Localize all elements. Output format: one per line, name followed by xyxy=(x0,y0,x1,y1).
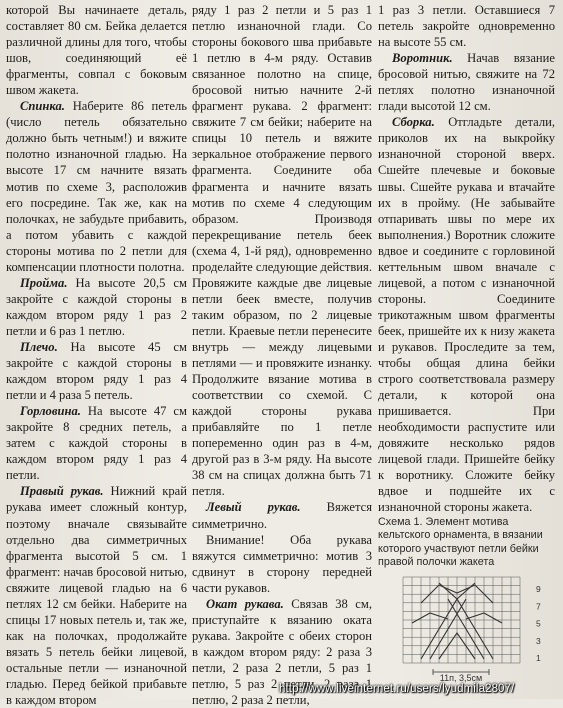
paragraph-back xyxy=(6,98,187,275)
paragraph-left-sleeve xyxy=(192,499,372,531)
paragraph-shoulder xyxy=(6,339,187,403)
text-column-1 xyxy=(6,2,187,708)
watermark-url: http://www.liveinternet.ru/users/lyudmila2807/ xyxy=(279,683,515,695)
row-number: 9 xyxy=(536,584,541,595)
chart-grid xyxy=(403,577,520,663)
knitting-chart xyxy=(393,573,555,685)
heading-right-sleeve: Правый рукав. xyxy=(20,484,104,499)
row-number: 5 xyxy=(536,618,541,629)
paragraph-right-sleeve xyxy=(6,483,187,708)
text-column-2 xyxy=(192,2,372,708)
text-assembly: Отгладьте детали, приколов их на выкройку изнаночной стороной вверх. Сшейте плечевые и боковые швы. Сшейте рукава и втачайте их в пройму. (Не забывайте отпаривать швы по мере их выполнения.) Воротник сложите вдвое и соедините с горловиной кеттельным швом вначале с лицевой, а потом с изнаночной стороны. Соедините трикотажным швом фрагменты беек, пришейте их к низу жакета и рукавов. Проследите за тем, чтобы общая длина бейки строго соответствовала размеру детали, к которой она пришивается. При необходимости распустите или довяжите несколько рядов лицевой глади. Пришейте бейку к воротнику. Сложите бейку вдвое и подшейте их с изнаночной стороны жакета. xyxy=(378,115,555,515)
heading-assembly: Сборка. xyxy=(392,115,435,130)
heading-sleeve-cap: Окат рукава. xyxy=(206,596,284,611)
heading-armhole: Пройма. xyxy=(20,275,68,290)
row-numbers xyxy=(536,584,541,663)
heading-shoulder: Плечо. xyxy=(20,339,58,354)
text-collar: Начав вязание бросовой нитью, свяжите на 72 петлях полотно изнаночной глади высотой 12 см. xyxy=(378,51,555,114)
row-number: 3 xyxy=(536,635,541,646)
text-armhole: На высоте 20,5 см закройте с каждой стороны в каждом втором ряду 1 раз 2 петли и 6 раз 1 петлю. xyxy=(6,275,187,338)
text-left-sleeve: Вяжется симметрично. xyxy=(192,500,372,531)
heading-back: Спинка. xyxy=(20,99,65,114)
paragraph-neckline xyxy=(6,403,187,483)
paragraph-intro: которой Вы начинаете деталь, составляет 80 см. Бейка делается различной длины для того, чтобы шов, соединяющий её фрагменты, совпал с боковым швом жакета. xyxy=(6,3,187,98)
text-column-3 xyxy=(378,2,555,570)
paragraph-collar xyxy=(378,50,555,114)
paragraph-armhole xyxy=(6,275,187,339)
text-right-sleeve: Нижний край рукава имеет сложный контур, поэтому вначале связывайте отдельно два симметричных фрагмента высотой 5 см. 1 фрагмент: начав бросовой нитью, свяжите лицевой гладью на 6 петлях 12 см бейки. Наберите на спицы 17 новых петель и, так же, как на полочках, продолжайте вязать 5 петель бейки лицевой, остальные петли — изнаночной гладью. Перед бейкой прибавьте в каждом втором xyxy=(6,484,187,708)
text-back: Наберите 86 петель (число петель обязательно должно быть четным!) и вяжите полотно изнаночной гладью. На высоте 17 см начните вязать мотив по схеме 3, расположив его посредине. Так же, как на полочках, не забудьте прибавить, а потом убавить с каждой стороны мотива по 2 петли для компенсации плотности полотна. xyxy=(6,99,187,274)
diagram-caption: Схема 1. Элемент мотива кельтского орнамента, в вязании которого участвуют петли бейки правой полочки жакета xyxy=(378,515,543,569)
heading-collar: Воротник. xyxy=(392,51,453,66)
text-sleeve-cap: Связав 38 см, приступайте к вязанию оката рукава. Закройте с обеих сторон в каждом втором ряду: 2 раза 3 петли, 2 раза 2 петли, 5 раз 1 петлю, 5 раз 2 петли, 2 раза 1 петлю, 2 раза 2 петли, xyxy=(192,596,373,708)
paragraph-assembly xyxy=(378,114,555,515)
paragraph-cap-end: 1 раз 3 петли. Оставшиеся 7 петель закройте одновременно на высоте 55 см. xyxy=(378,3,555,50)
heading-left-sleeve: Левый рукав. xyxy=(206,500,301,515)
row-number: 1 xyxy=(536,653,541,663)
text-neckline: На высоте 47 см закройте 8 средних петель, а затем с каждой стороны в каждом втором ряду 1 раз 4 петли. xyxy=(6,404,187,483)
paragraph-attention: Внимание! Оба рукава вяжутся симметрично: мотив 3 сдвинут в сторону передней части рукавов. xyxy=(192,532,372,595)
text-shoulder: На высоте 45 см закройте с каждой стороны в каждом втором ряду 1 раз 4 петли и 4 раза 5 петель. xyxy=(6,339,187,403)
heading-neckline: Горловина. xyxy=(20,404,81,419)
width-label: 11п, 3,5см xyxy=(439,673,483,683)
row-number: 7 xyxy=(536,601,541,612)
paragraph-sleeve-continued: ряду 1 раз 2 петли и 5 раз 1 петлю изнаночной глади. Со стороны бокового шва прибавьте 1 петлю в 4-м ряду. Оставив связанное полотно на спице, бросовой нитью начните 2-й фрагмент рукава. 2 фрагмент: свяжите 7 см бейки; наберите на спицы 10 петель и вяжите зеркальное отображение первого фрагмента. Соедините оба фрагмента и начните вязать мотив по схеме 4 следующим образом. Производя перекрещивание петель беек (схема 4, 1-й ряд), одновременно проделайте следующие действия. Провяжите каждые две лицевые петли беек вместе, получив таким образом, по 2 лицевые петли. Краевые петли перенесите внутрь — между лицевыми петлями — и провяжите изнанку. Продолжите вязание мотива в соответствии со схемой. С каждой стороны рукава прибавляйте по 1 петле попеременно один раз в 4-м, другой раз в 3-м ряду. На высоте 38 см на спицах должна быть 71 петля. xyxy=(192,3,372,499)
